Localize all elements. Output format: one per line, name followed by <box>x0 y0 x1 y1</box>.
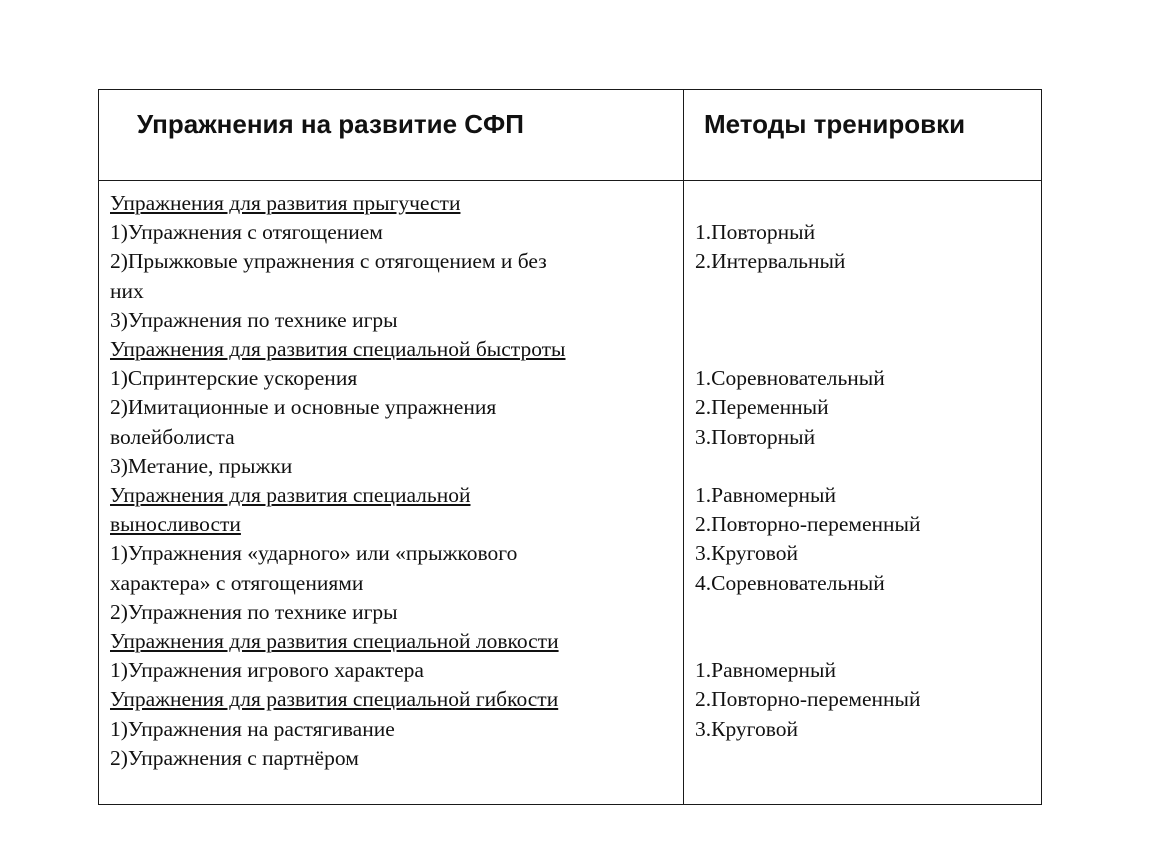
exercise-item: 2)Упражнения по технике игры <box>110 599 398 624</box>
method-item: 4.Соревновательный <box>695 570 885 595</box>
method-item <box>695 277 1035 306</box>
method-item: 2.Повторно-переменный <box>695 512 921 537</box>
exercise-item: 3)Упражнения по технике игры <box>110 307 398 332</box>
exercise-item: характера» с отягощениями <box>110 570 364 595</box>
method-item: 2.Повторно-переменный <box>695 687 921 712</box>
exercise-item: волейболиста <box>110 424 235 449</box>
exercise-item: 2)Имитационные и основные упражнения <box>110 395 497 420</box>
method-item <box>695 189 1035 218</box>
exercise-item: 3)Метание, прыжки <box>110 453 293 478</box>
method-item: 3.Круговой <box>695 716 798 741</box>
method-item: 3.Круговой <box>695 541 798 566</box>
exercise-group-heading: Упражнения для развития специальной <box>110 483 471 508</box>
method-item: 1.Равномерный <box>695 658 836 683</box>
method-item <box>695 744 1035 773</box>
column-divider <box>683 90 684 804</box>
method-item: 1.Повторный <box>695 220 816 245</box>
exercise-item: 1)Упражнения с отягощением <box>110 220 383 245</box>
header-exercises: Упражнения на развитие СФП <box>137 109 524 139</box>
methods-table <box>98 89 1042 805</box>
exercise-group-heading: Упражнения для развития специальной быстроты <box>110 337 566 362</box>
exercise-group-heading: Упражнения для развития прыгучести <box>110 191 461 215</box>
exercise-item: 2)Упражнения с партнёром <box>110 745 359 770</box>
exercise-item: 1)Упражнения на растягивание <box>110 716 395 741</box>
exercise-group-heading: Упражнения для развития специальной ловкости <box>110 629 559 654</box>
method-item <box>695 598 1035 627</box>
exercise-item: 1)Спринтерские ускорения <box>110 366 358 391</box>
exercise-item: 2)Прыжковые упражнения с отягощением и без <box>110 249 547 274</box>
method-item <box>695 306 1035 335</box>
method-item <box>695 335 1035 364</box>
exercise-group-heading: Упражнения для развития специальной гибкости <box>110 687 559 712</box>
header-divider <box>99 180 1041 181</box>
exercise-item: 1)Упражнения «ударного» или «прыжкового <box>110 541 518 566</box>
method-item: 1.Равномерный <box>695 482 836 507</box>
exercise-item: них <box>110 278 144 303</box>
method-item: 1.Соревновательный <box>695 366 885 391</box>
methods-cell <box>695 189 1035 773</box>
exercise-group-heading: выносливости <box>110 512 241 537</box>
exercises-cell <box>110 189 675 773</box>
method-item <box>695 452 1035 481</box>
header-methods: Методы тренировки <box>704 109 966 139</box>
method-item: 2.Интервальный <box>695 249 846 274</box>
method-item: 2.Переменный <box>695 395 829 420</box>
method-item: 3.Повторный <box>695 424 816 449</box>
method-item <box>695 627 1035 656</box>
exercise-item: 1)Упражнения игрового характера <box>110 658 424 683</box>
